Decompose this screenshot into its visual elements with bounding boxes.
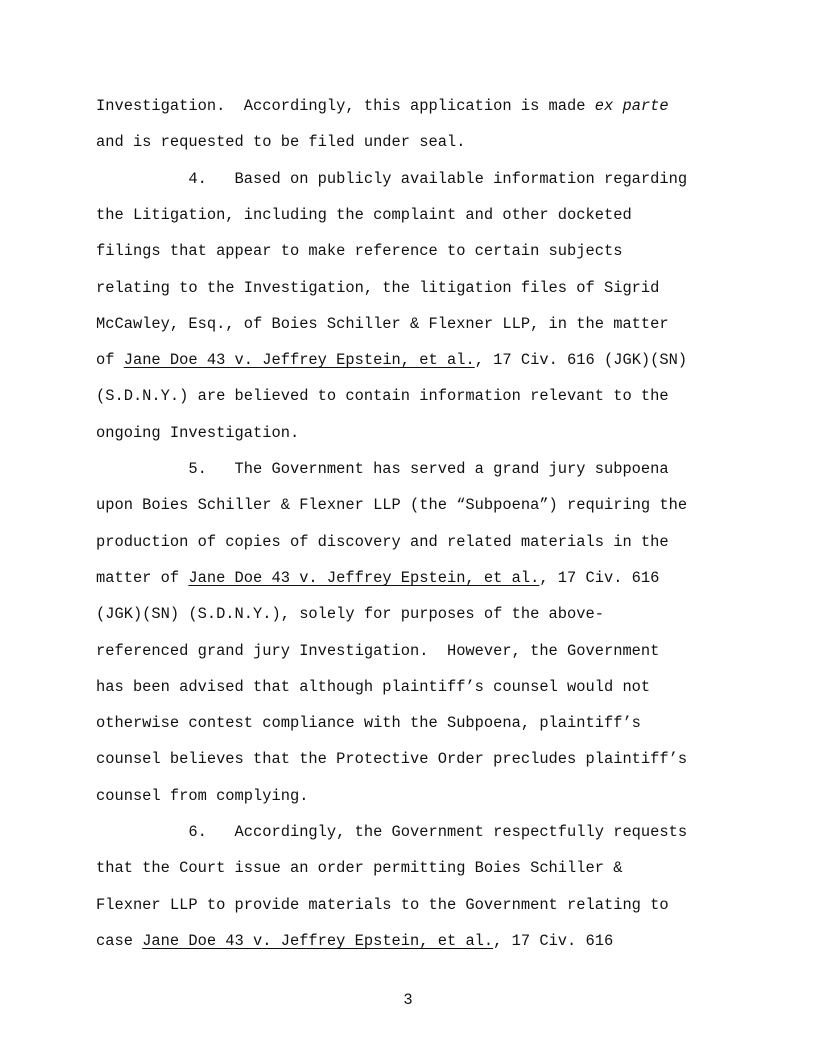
text-line xyxy=(96,895,669,915)
text-segment: otherwise contest compliance with the Subpoena, plaintiff’s xyxy=(96,714,641,733)
text-line xyxy=(96,713,641,733)
text-segment: (JGK)(SN) (S.D.N.Y.), solely for purposes of the above- xyxy=(96,605,604,624)
text-line xyxy=(96,241,622,261)
text-segment: and is requested to be filed under seal. xyxy=(96,133,466,152)
text-line xyxy=(96,495,687,515)
text-segment: 4. Based on publicly available information regarding xyxy=(96,169,688,188)
text-line xyxy=(96,169,687,189)
text-line xyxy=(96,278,659,298)
text-segment: upon Boies Schiller & Flexner LLP (the “Subpoena”) requiring the xyxy=(96,496,688,515)
text-line xyxy=(96,568,659,588)
text-segment: (S.D.N.Y.) are believed to contain information relevant to the xyxy=(96,387,669,406)
text-segment: case xyxy=(96,931,143,950)
text-segment: Flexner LLP to provide materials to the Government relating to xyxy=(96,895,669,914)
text-line xyxy=(96,677,650,697)
text-segment: , 17 Civ. 616 (JGK)(SN) xyxy=(474,351,688,370)
text-segment: matter of xyxy=(96,568,189,587)
text-line xyxy=(96,459,669,479)
text-line xyxy=(96,822,687,842)
text-line xyxy=(96,96,669,116)
text-line xyxy=(96,931,613,951)
text-segment: Investigation. Accordingly, this application is made xyxy=(96,97,595,115)
text-segment: relating to the Investigation, the litigation files of Sigrid xyxy=(96,278,660,297)
text-segment: McCawley, Esq., of Boies Schiller & Flexner LLP, in the matter xyxy=(96,314,669,333)
page-number: 3 xyxy=(403,991,413,1009)
text-line xyxy=(96,314,669,334)
text-line xyxy=(96,786,308,806)
text-line xyxy=(96,350,687,370)
text-segment: ongoing Investigation. xyxy=(96,423,300,442)
text-segment: of xyxy=(96,351,124,370)
text-segment: referenced grand jury Investigation. However, the Government xyxy=(96,641,660,660)
text-segment: counsel from complying. xyxy=(96,786,309,805)
text-line xyxy=(96,532,669,552)
text-segment: 6. Accordingly, the Government respectfully requests xyxy=(96,823,688,841)
text-segment: , 17 Civ. 616 xyxy=(493,931,614,950)
text-line xyxy=(96,423,299,443)
case-citation: Jane Doe 43 v. Jeffrey Epstein, et al. xyxy=(142,931,494,950)
text-line xyxy=(96,386,669,406)
text-line xyxy=(96,604,604,624)
text-segment: has been advised that although plaintiff’s counsel would not xyxy=(96,677,651,696)
text-line xyxy=(96,858,622,878)
text-line xyxy=(96,749,687,769)
text-segment: 5. The Government has served a grand jury subpoena xyxy=(96,460,669,478)
case-citation: Jane Doe 43 v. Jeffrey Epstein, et al. xyxy=(123,351,475,370)
text-segment: the Litigation, including the complaint and other docketed xyxy=(96,205,632,224)
text-segment: , 17 Civ. 616 xyxy=(539,568,660,587)
italic-term: ex parte xyxy=(594,97,669,115)
text-segment: production of copies of discovery and related materials in the xyxy=(96,532,669,551)
text-segment: counsel believes that the Protective Order precludes plaintiff’s xyxy=(96,750,688,769)
text-line xyxy=(96,132,465,152)
text-line xyxy=(96,205,632,225)
text-segment: that the Court issue an order permitting Boies Schiller & xyxy=(96,859,623,878)
case-citation: Jane Doe 43 v. Jeffrey Epstein, et al. xyxy=(188,568,540,587)
text-segment: filings that appear to make reference to certain subjects xyxy=(96,242,623,261)
text-line xyxy=(96,641,659,661)
